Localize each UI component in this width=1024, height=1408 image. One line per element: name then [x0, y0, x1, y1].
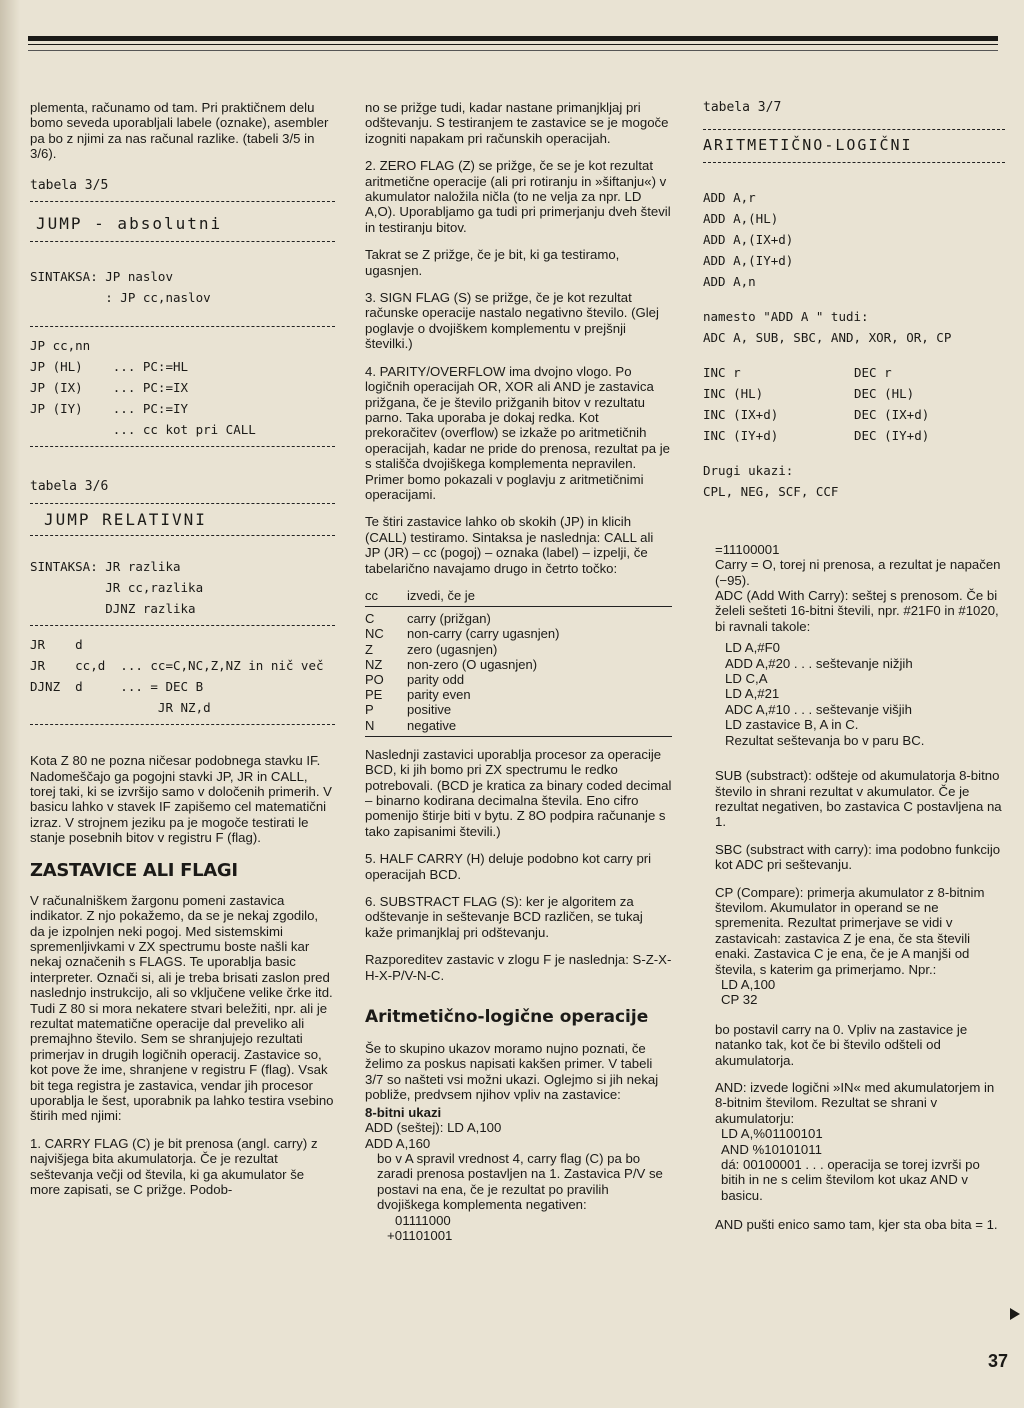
code-line: INC (HL) — [703, 385, 764, 401]
code-line: namesto "ADD A " tudi: — [703, 308, 869, 324]
paragraph-cp: CP (Compare): primerja akumulator z 8-bitnim številom. Akumulator in operand se ne spremenita. Rezultat primerjave se vidi v zastavicah: zastavica Z je ena, če sta števili enaki. Zastavica C je ena, če je A manjši od števila, s katerim ga primerjamo. Npr.: — [715, 884, 985, 977]
paragraph-and-result: AND pušti enico samo tam, kjer sta oba bita = 1. — [715, 1217, 998, 1233]
page-number: 37 — [987, 1351, 1008, 1371]
paragraph-kota: Kota Z 80 ne pozna ničesar podobnega stavku IF. Nadomeščajo ga pogojni stavki JP, JR in CALL, torej taki, ki se izvršijo samo v določenih primerih. V basicu lahko v stavek IF zapišemo cel matematični izraz. V strojnem jeziku pa je mogoče testirati le stanje posebnih bitov v registru F (flag). — [30, 753, 332, 846]
column-2 — [365, 100, 672, 1243]
syntax-line: : JP cc,naslov — [30, 290, 211, 306]
paragraph-carry: 1. CARRY FLAG (C) je bit prenosa (angl. carry) z najvišjega bita akumulatorja. Če je rezultat seštevanja večji od števila, ki ga akumulator še more zapisati, se C prižge. Podob- — [30, 1135, 318, 1197]
code-line: JP (HL) ... PC:=HL — [30, 359, 189, 375]
table-cell: parity odd — [407, 671, 465, 687]
code-line: ADC A,#10 . . . seštevanje višjih — [725, 701, 912, 717]
paragraph-add: bo v A spravil vrednost 4, carry flag (C) pa bo zaradi prenosa postavljen na 1. Zastavica P/V se postavi na ena, če je rezultat po pravilih dvojiškega komplementa negativen: — [377, 1150, 663, 1213]
table-3-7 — [703, 100, 1005, 502]
paragraph-cp-result: bo postavil carry na 0. Vpliv na zastavice je natanko tak, kot če bi število odšteli od akumulatorja. — [715, 1021, 968, 1068]
code-line: INC r — [703, 364, 741, 380]
section-heading-aritmeticno: Aritmetično-logične operacije — [365, 1007, 649, 1028]
page-edge — [0, 0, 20, 1408]
table-cell: PO — [365, 671, 384, 687]
table-cell: non-carry (carry ugasnjen) — [407, 626, 560, 642]
dash-divider — [30, 326, 335, 327]
intro-paragraph: plementa, računamo od tam. Pri praktičnem delu bomo seveda uporabljali labele (oznake), asembler pa bo z njimi za nas računal razlike. (tabeli 3/5 in 3/6). — [30, 100, 329, 162]
code-line: DEC (IX+d) — [854, 406, 930, 422]
table-header-row — [365, 588, 672, 607]
code-line: LD zastavice B, A in C. — [725, 717, 859, 733]
code-line: LD A,100 — [721, 976, 776, 992]
paragraph-zero-flag: 2. ZERO FLAG (Z) se prižge, če se je kot rezultat aritmetične operacije (ali pri rotiranju in »šiftanju«) v akumulator naložila ničla (to ne velja za npr. LD A,O). Uporabljamo ga tudi pri primerjanju dveh števil in testiranju bitov. — [365, 158, 671, 235]
top-rule — [28, 36, 998, 41]
paragraph-sbc: SBC (substract with carry): ima podobno funkcijo kot ADC pri seštevanju. — [715, 841, 1001, 873]
dash-divider — [703, 129, 1005, 130]
table-cell: NZ — [365, 656, 383, 672]
code-line: JR d — [30, 637, 83, 653]
syntax-line: DJNZ razlika — [30, 601, 196, 617]
code-line: DEC r — [854, 364, 892, 380]
top-rule-thin-2 — [28, 50, 998, 51]
paragraph-syntax: Te štiri zastavice lahko ob skokih (JP) in klicih (CALL) testiramo. Sintaksa je naslednja: CALL ali JP (JR) – cc (pogoj) – oznaka (label) – izpelji, če tabelarično navajamo drugo in četrto točko: — [365, 514, 654, 576]
code-line: ADD A,(IX+d) — [703, 231, 794, 247]
code-line: CPL, NEG, SCF, CCF — [703, 483, 839, 499]
code-block-adc — [703, 640, 1005, 748]
paragraph-sub: SUB (substract): odšteje od akumulatorja 8-bitno število in shrani rezultat v akumulator. Če je rezultat negativen, bo zastavica C postavljena na 1. — [715, 768, 1002, 830]
code-line: JP (IY) ... PC:=IY — [30, 401, 189, 417]
table-caption: tabela 3/7 — [703, 100, 782, 115]
paragraph: Takrat se Z prižge, če je bit, ki ga testiramo, ugasnjen. — [365, 247, 620, 278]
code-line: AND %10101011 — [721, 1141, 822, 1157]
paragraph-and: AND: izvede logični »IN« med akumulatorjem in 8-bitnim številom. Rezultat se shrani v akumulatorju: — [715, 1080, 995, 1126]
table-cell: PE — [365, 687, 383, 703]
table-cell: Z — [365, 641, 373, 657]
table-row — [365, 642, 672, 657]
syntax-line: SINTAKSA: JP naslov — [30, 269, 173, 285]
code-line: Drugi ukazi: — [703, 462, 794, 478]
code-line: LD A,%01100101 — [721, 1126, 823, 1142]
code-line: INC (IX+d) — [703, 406, 779, 422]
paragraph-zastavice: V računalniškem žargonu pomeni zastavica indikator. Z njo pokažemo, da se je nekaj zgodilo, da je izpolnjen neki pogoj. Med sistemskimi spremenljivkami v ZX spectrumu boste našli kar nekaj označenih s FLAGS. Te uporablja basic interpreter. Označi si, ali je treba brisati zaslon pred naslednjo instrukcijo, ali so vključene velike črke itd. Tudi Z 80 si mora nekatere stvari beležiti, npr. ali je rezultat matematične operacije dal preveliko ali premajhno število. Sem se shranjujejo rezultati primerjav in drugih logičnih operacij. Zastavice so, kot pove že ime, shranjene v registru F (flag). Vsak bit tega registra je zastavica, vendar jih procesor uporablja le šest, uporabnik pa lahko testira vsebino štirih med njimi: — [30, 892, 334, 1124]
dash-divider — [703, 162, 1005, 163]
table-header-cell: izvedi, če je — [407, 588, 672, 607]
code-line: JP (IX) ... PC:=IX — [30, 380, 189, 396]
code-line: 01111000 — [395, 1212, 451, 1228]
code-line: INC (IY+d) — [703, 427, 779, 443]
code-line: ADC A, SUB, SBC, AND, XOR, OR, CP — [703, 329, 952, 345]
paragraph-substract: 6. SUBSTRACT FLAG (S): ker je algoritem za odštevanje in seštevanje BCD različen, se tukaj kaže primanjklaj pri odštevanju. — [365, 894, 643, 940]
continue-arrow-icon — [1010, 1308, 1020, 1320]
code-line: Rezultat seštevanja bo v paru BC. — [725, 732, 925, 748]
dash-divider — [30, 201, 335, 202]
code-line: ADD A,(HL) — [703, 210, 779, 226]
code-line: ADD A,(IY+d) — [703, 252, 794, 268]
table-cell: carry (prižgan) — [407, 611, 491, 627]
table-row — [365, 657, 672, 672]
code-line: +01101001 — [387, 1227, 453, 1243]
paragraph-adc: ADC (Add With Carry): seštej s prenosom. Če bi želeli sešteti 16-bitni števili, npr. #21F0 in #1020, bi ravnali takole: — [715, 588, 999, 634]
table-cell: NC — [365, 626, 384, 642]
paragraph-bcd: Naslednji zastavici uporablja procesor za operacije BCD, ki jih bomo pri ZX spectrumu le redko potrebovali. (BCD je kratica za binary coded decimal – binarno kodirana decimalna števila. Eno cifro pomenijo štirje biti v bytu. Z 8O podpira računanje s tako zapisanimi števili.) — [365, 746, 672, 839]
paragraph-ukazi: Še to skupino ukazov moramo nujno poznati, če želimo za poskus napisati kakšen primer. V tabeli 3/7 so našteti vsi možni ukazi. Oglejmo si jih nekaj pobliže, predvsem njihov vpliv na zastavice: — [365, 1041, 659, 1103]
table-row — [365, 702, 672, 717]
subheading-8bit: 8-bitni ukazi — [365, 1104, 442, 1120]
table-cell: negative — [407, 718, 672, 737]
table-caption: tabela 3/6 — [30, 479, 109, 495]
code-line: ADD (seštej): LD A,100 — [365, 1120, 502, 1136]
table-title: JUMP RELATIVNI — [44, 509, 207, 529]
table-cell: zero (ugasnjen) — [407, 641, 498, 657]
table-caption: tabela 3/5 — [30, 177, 109, 193]
table-cell: positive — [407, 702, 452, 718]
table-3-6 — [30, 479, 335, 725]
dash-divider — [30, 724, 335, 725]
table-cell: N — [365, 718, 407, 737]
table-cell: parity even — [407, 687, 471, 703]
table-row — [365, 718, 672, 737]
table-row — [365, 672, 672, 687]
column-3 — [703, 100, 1005, 1245]
dash-divider — [30, 446, 335, 447]
code-line: ADD A,#20 . . . seštevanje nižjih — [725, 655, 913, 671]
dash-divider — [30, 625, 335, 626]
code-line: JR NZ,d — [30, 700, 211, 716]
table-cell: P — [365, 702, 374, 718]
code-line: JR cc,d ... cc=C,NC,Z,NZ in nič več — [30, 658, 324, 674]
table-row — [365, 626, 672, 641]
table-row — [365, 607, 672, 627]
table-title: JUMP - absolutni — [36, 214, 223, 234]
table-cell: non-zero (O ugasnjen) — [407, 656, 538, 672]
syntax-line: JR cc,razlika — [30, 580, 204, 596]
code-line: DJNZ d ... = DEC B — [30, 679, 204, 695]
dash-divider — [30, 503, 335, 504]
condition-table — [365, 588, 672, 737]
code-line: DEC (HL) — [854, 385, 915, 401]
code-line: CP 32 — [721, 992, 758, 1008]
dash-divider — [30, 535, 335, 536]
paragraph-sign-flag: 3. SIGN FLAG (S) se prižge, če je kot rezultat računske operacije nastalo negativno število. (Glej poglavje o dvojiškem komplementu v prejšnji številki.) — [365, 290, 659, 352]
paragraph-parity: 4. PARITY/OVERFLOW ima dvojno vlogo. Po logičnih operacijah OR, XOR ali AND je zastavica prižgana, če je število prižganih bitov v rezultatu parno. Taka uporaba je dokaj redka. Kot prekoračitev (overflow) se izkaže po aritmetičnih operacijah, kadar ne pride do prenosa, rezultat pa je s stališča dvojiškega komplementa nepravilen. Primer bomo pokazali v poglavju z aritmetičnimi operacijami. — [365, 363, 670, 502]
paragraph-razporeditev: Razporeditev zastavic v zlogu F je naslednja: S-Z-X-H-X-P/V-N-C. — [365, 952, 672, 983]
dash-divider — [30, 241, 335, 242]
table-row — [365, 687, 672, 702]
syntax-line: SINTAKSA: JR razlika — [30, 559, 181, 575]
table-title: ARITMETIČNO-LOGIČNI — [703, 136, 913, 155]
top-rule-thin — [28, 44, 998, 45]
code-line: DEC (IY+d) — [854, 427, 930, 443]
column-1 — [30, 100, 335, 1209]
code-line: LD A,#F0 — [725, 640, 780, 656]
table-cell: C — [365, 611, 375, 627]
code-line: LD C,A — [725, 671, 768, 687]
code-line: ... cc kot pri CALL — [30, 422, 256, 438]
paragraph-half-carry: 5. HALF CARRY (H) deluje podobno kot carry pri operacijah BCD. — [365, 851, 652, 882]
table-header-cell: cc — [365, 588, 407, 607]
table-3-5 — [30, 178, 335, 448]
paragraph-carry-result: Carry = O, torej ni prenosa, a rezultat je napačen (−95). — [715, 557, 1001, 588]
code-line: LD A,#21 — [725, 686, 780, 702]
paragraph: no se prižge tudi, kadar nastane primanjkljaj pri odštevanju. S testiranjem te zastavice se je mogoče izogniti napakam pri računskih operacijah. — [365, 100, 669, 146]
code-line: dá: 00100001 . . . operacija se torej izvrši po bitih in ne s celim številom kot ukaz AND v basicu. — [721, 1157, 980, 1203]
code-line: ADD A,r — [703, 189, 756, 205]
code-line: =11100001 — [715, 541, 780, 557]
code-line: JP cc,nn — [30, 338, 91, 354]
code-line: ADD A,160 — [365, 1135, 431, 1151]
section-heading-zastavice: ZASTAVICE ALI FLAGI — [30, 859, 238, 881]
code-line: ADD A,n — [703, 273, 756, 289]
